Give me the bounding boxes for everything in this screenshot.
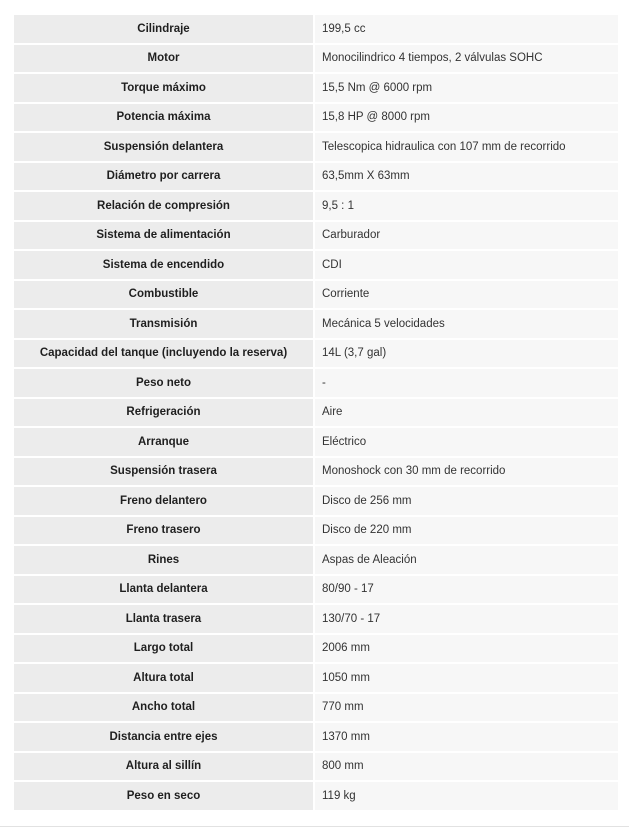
spec-label: Largo total xyxy=(14,635,315,665)
spec-label: Cilindraje xyxy=(14,15,315,45)
spec-label: Torque máximo xyxy=(14,74,315,104)
spec-value: 130/70 - 17 xyxy=(315,605,618,635)
spec-value: Aspas de Aleación xyxy=(315,546,618,576)
spec-row xyxy=(14,15,618,45)
specifications-table xyxy=(14,15,618,812)
spec-row xyxy=(14,281,618,311)
spec-row xyxy=(14,694,618,724)
spec-label: Diámetro por carrera xyxy=(14,163,315,193)
spec-label: Ancho total xyxy=(14,694,315,724)
spec-value: Carburador xyxy=(315,222,618,252)
spec-label: Relación de compresión xyxy=(14,192,315,222)
spec-row xyxy=(14,635,618,665)
spec-row xyxy=(14,782,618,812)
spec-value: Monoshock con 30 mm de recorrido xyxy=(315,458,618,488)
spec-label: Rines xyxy=(14,546,315,576)
spec-row xyxy=(14,723,618,753)
spec-label: Llanta delantera xyxy=(14,576,315,606)
spec-value: 15,8 HP @ 8000 rpm xyxy=(315,104,618,134)
spec-value: 119 kg xyxy=(315,782,618,812)
spec-label: Motor xyxy=(14,45,315,75)
spec-row xyxy=(14,517,618,547)
spec-value: Telescopica hidraulica con 107 mm de recorrido xyxy=(315,133,618,163)
spec-row xyxy=(14,133,618,163)
spec-value: Eléctrico xyxy=(315,428,618,458)
spec-value: 770 mm xyxy=(315,694,618,724)
spec-value: 15,5 Nm @ 6000 rpm xyxy=(315,74,618,104)
spec-value: 14L (3,7 gal) xyxy=(315,340,618,370)
spec-row xyxy=(14,310,618,340)
spec-label: Potencia máxima xyxy=(14,104,315,134)
spec-row xyxy=(14,340,618,370)
bottom-divider xyxy=(0,826,629,827)
spec-value: 80/90 - 17 xyxy=(315,576,618,606)
spec-value: Mecánica 5 velocidades xyxy=(315,310,618,340)
spec-label: Refrigeración xyxy=(14,399,315,429)
spec-value: 800 mm xyxy=(315,753,618,783)
spec-label: Freno delantero xyxy=(14,487,315,517)
spec-label: Peso en seco xyxy=(14,782,315,812)
spec-value: Disco de 256 mm xyxy=(315,487,618,517)
spec-row xyxy=(14,163,618,193)
spec-value: 9,5 : 1 xyxy=(315,192,618,222)
spec-row xyxy=(14,664,618,694)
spec-label: Suspensión trasera xyxy=(14,458,315,488)
spec-value: 1050 mm xyxy=(315,664,618,694)
spec-label: Capacidad del tanque (incluyendo la reserva) xyxy=(14,340,315,370)
specifications-body xyxy=(14,15,618,812)
spec-value: 2006 mm xyxy=(315,635,618,665)
spec-label: Sistema de encendido xyxy=(14,251,315,281)
spec-value: - xyxy=(315,369,618,399)
spec-row xyxy=(14,546,618,576)
spec-label: Arranque xyxy=(14,428,315,458)
spec-label: Combustible xyxy=(14,281,315,311)
spec-label: Transmisión xyxy=(14,310,315,340)
spec-row xyxy=(14,428,618,458)
spec-value: Monocilindrico 4 tiempos, 2 válvulas SOHC xyxy=(315,45,618,75)
spec-row xyxy=(14,753,618,783)
spec-value: 1370 mm xyxy=(315,723,618,753)
spec-label: Peso neto xyxy=(14,369,315,399)
spec-label: Suspensión delantera xyxy=(14,133,315,163)
spec-label: Llanta trasera xyxy=(14,605,315,635)
spec-row xyxy=(14,369,618,399)
spec-row xyxy=(14,458,618,488)
spec-value: Aire xyxy=(315,399,618,429)
spec-value: CDI xyxy=(315,251,618,281)
spec-row xyxy=(14,576,618,606)
spec-value: Disco de 220 mm xyxy=(315,517,618,547)
spec-label: Sistema de alimentación xyxy=(14,222,315,252)
spec-row xyxy=(14,45,618,75)
spec-label: Altura total xyxy=(14,664,315,694)
spec-row xyxy=(14,251,618,281)
spec-row xyxy=(14,487,618,517)
spec-row xyxy=(14,605,618,635)
spec-label: Freno trasero xyxy=(14,517,315,547)
spec-row xyxy=(14,399,618,429)
spec-value: 199,5 cc xyxy=(315,15,618,45)
spec-value: Corriente xyxy=(315,281,618,311)
spec-row xyxy=(14,192,618,222)
spec-row xyxy=(14,104,618,134)
spec-label: Distancia entre ejes xyxy=(14,723,315,753)
spec-value: 63,5mm X 63mm xyxy=(315,163,618,193)
spec-row xyxy=(14,222,618,252)
spec-label: Altura al sillín xyxy=(14,753,315,783)
spec-row xyxy=(14,74,618,104)
